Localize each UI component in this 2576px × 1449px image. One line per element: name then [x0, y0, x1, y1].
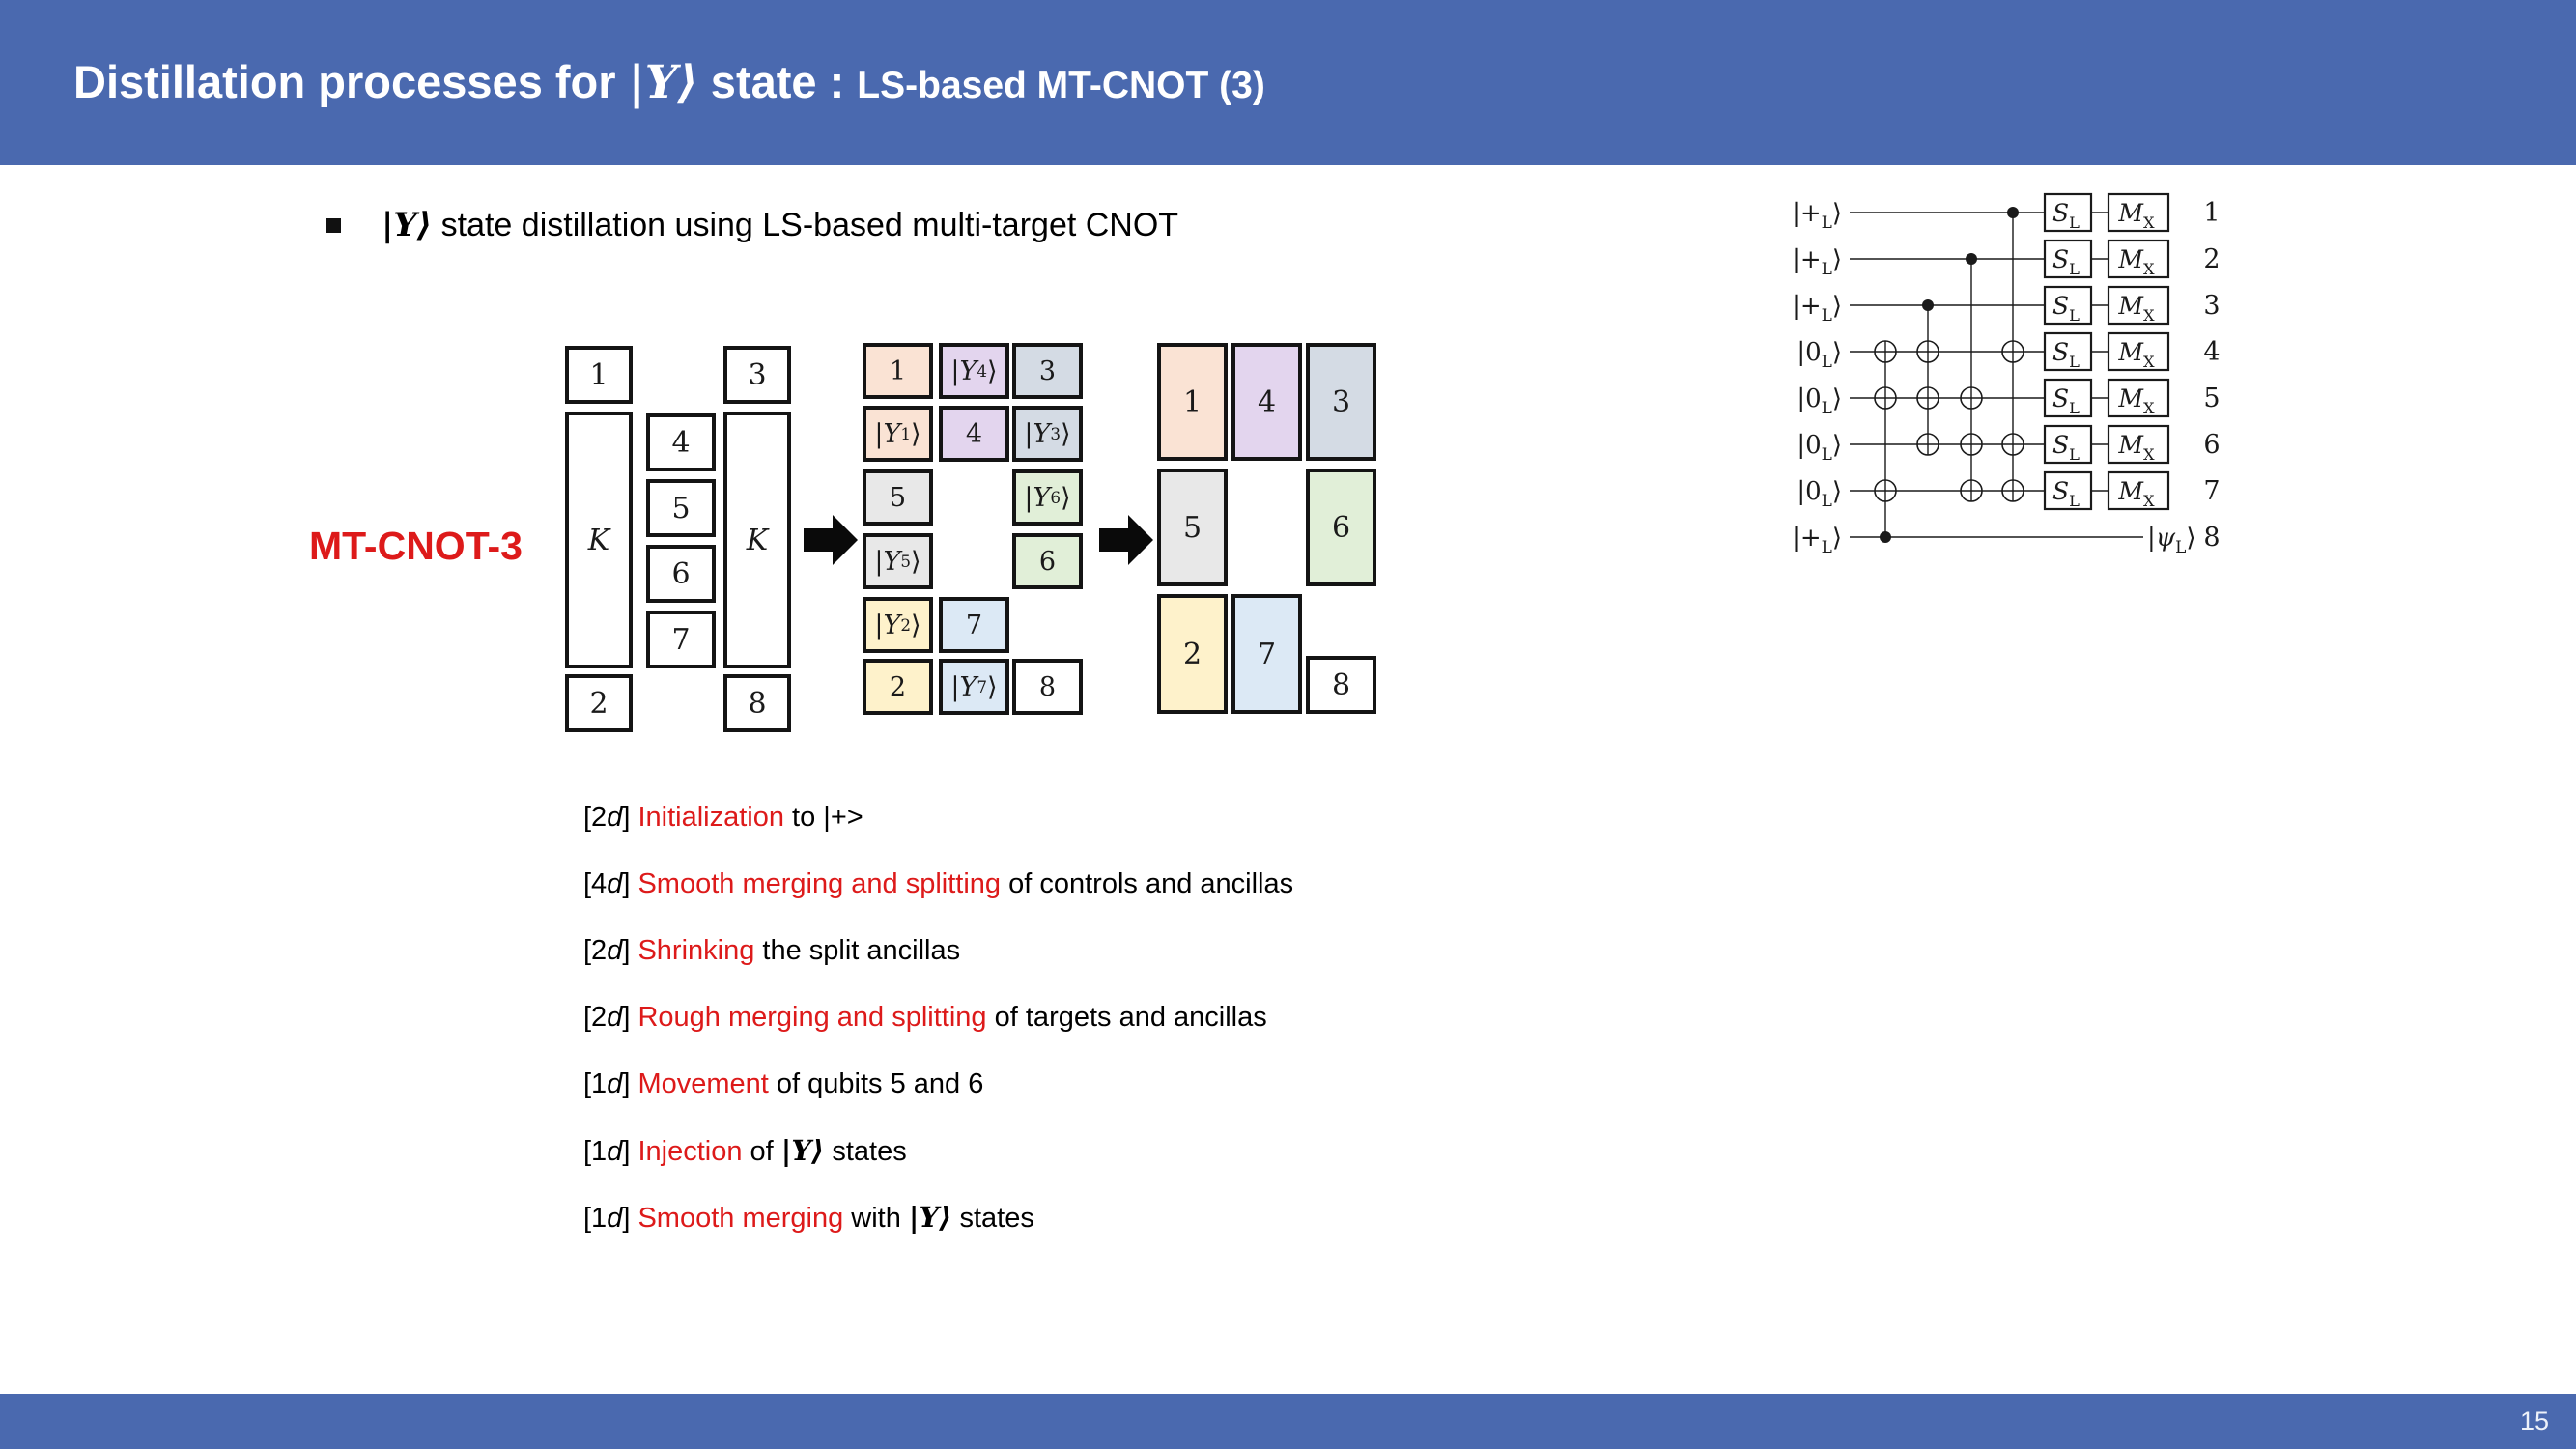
lattice-cell: | Y 7 ⟩ [939, 659, 1009, 715]
lattice-cell: 6 [646, 545, 716, 603]
svg-text:MX: $M_X$ [2118, 431, 2155, 464]
svg-text:SL: $S_L$ [2052, 431, 2080, 464]
lattice-cell: 1 [863, 343, 933, 399]
lattice-cell: 8 [723, 674, 791, 732]
lattice-cell: | Y 1 ⟩ [863, 406, 933, 462]
lattice-cell: | Y 3 ⟩ [1012, 406, 1083, 462]
title-subtitle: LS-based MT-CNOT (3) [857, 65, 1265, 107]
lattice-cell: 7 [646, 611, 716, 668]
lattice-cell: 8 [1306, 656, 1376, 714]
bullet-text [382, 206, 1178, 244]
svg-text:8: 8 [2203, 523, 2221, 553]
svg-text:SL: $S_L$ [2052, 477, 2080, 510]
svg-text:|0L⟩: $|0_L⟩$ [1797, 384, 1842, 417]
svg-text:MX: $M_X$ [2118, 477, 2155, 510]
title-main: Distillation processes for [73, 56, 629, 108]
page-number: 15 [2519, 1406, 2549, 1435]
bullet-ket: |Y⟩ [382, 206, 433, 244]
lattice-cell: 4 [646, 413, 716, 471]
mt-cnot-label: MT-CNOT-3 [309, 524, 523, 568]
lattice-middle [863, 343, 1084, 716]
lattice-cell: 5 [863, 469, 933, 526]
svg-text:MX: $M_X$ [2118, 199, 2155, 232]
bullet-square-icon [326, 218, 341, 233]
title-after: state : [697, 56, 858, 108]
svg-text:7: 7 [2203, 476, 2221, 506]
lattice-cell: 4 [1231, 343, 1302, 461]
lattice-cell: | Y 2 ⟩ [863, 597, 933, 653]
title-bar [0, 0, 2576, 165]
lattice-cell: 5 [1157, 469, 1228, 586]
svg-text:|+L⟩: $|+_L⟩$ [1792, 524, 1842, 556]
svg-text:SL: $S_L$ [2052, 338, 2080, 371]
lattice-cell: 8 [1012, 659, 1083, 715]
svg-text:4: 4 [2203, 337, 2221, 367]
lattice-cell: 5 [646, 479, 716, 537]
lattice-cell: 3 [1306, 343, 1376, 461]
bullet-line [326, 206, 1178, 244]
quantum-circuit [1782, 185, 2323, 572]
lattice-cell: 3 [1012, 343, 1083, 399]
lattice-cell: K [723, 412, 791, 668]
svg-text:|0L⟩: $|0_L⟩$ [1797, 431, 1842, 464]
svg-text:5: 5 [2203, 384, 2221, 413]
svg-text:2: 2 [2203, 244, 2221, 274]
svg-text:SL: $S_L$ [2052, 292, 2080, 325]
lattice-cell: | Y 6 ⟩ [1012, 469, 1083, 526]
lattice-cell: 2 [863, 659, 933, 715]
title-ket: |Y⟩ [628, 56, 698, 110]
svg-text:|0L⟩: $|0_L⟩$ [1797, 338, 1842, 371]
lattice-cell: 2 [1157, 594, 1228, 714]
step-item: [1d] Movement of qubits 5 and 6 [583, 1068, 984, 1099]
arrow-right-icon [1099, 513, 1153, 567]
step-item: [2d] Initialization to |+> [583, 802, 863, 833]
lattice-cell: | Y 4 ⟩ [939, 343, 1009, 399]
lattice-cell: 7 [1231, 594, 1302, 714]
lattice-cell: 6 [1306, 469, 1376, 586]
lattice-cell: 3 [723, 346, 791, 404]
svg-text:|ψL⟩: $|\psi_L⟩$ [2147, 524, 2196, 556]
svg-text:|+L⟩: $|+_L⟩$ [1792, 292, 1842, 325]
svg-text:MX: $M_X$ [2118, 245, 2155, 278]
svg-text:SL: $S_L$ [2052, 384, 2080, 417]
lattice-cell: 2 [565, 674, 633, 732]
svg-text:SL: $S_L$ [2052, 199, 2080, 232]
lattice-after [1157, 343, 1376, 714]
svg-text:MX: $M_X$ [2118, 338, 2155, 371]
lattice-cell: K [565, 412, 633, 668]
svg-text:|+L⟩: $|+_L⟩$ [1792, 199, 1842, 232]
svg-text:SL: $S_L$ [2052, 245, 2080, 278]
lattice-cell: 7 [939, 597, 1009, 653]
arrow-right-icon [804, 513, 858, 567]
lattice-cell: 1 [565, 346, 633, 404]
svg-text:MX: $M_X$ [2118, 292, 2155, 325]
svg-text:|+L⟩: $|+_L⟩$ [1792, 245, 1842, 278]
svg-text:1: 1 [2203, 198, 2221, 228]
step-item: [1d] Injection of |Y⟩ states [583, 1134, 907, 1167]
bullet-text-rest: state distillation using LS-based multi-target CNOT [432, 207, 1179, 243]
steps-list [583, 784, 1293, 1251]
lattice-before [565, 346, 793, 734]
lattice-cell: 6 [1012, 533, 1083, 589]
svg-text:MX: $M_X$ [2118, 384, 2155, 417]
footer-bar [0, 1394, 2576, 1449]
step-item: [1d] Smooth merging with |Y⟩ states [583, 1201, 1034, 1234]
page-title [73, 57, 1265, 108]
step-item: [2d] Rough merging and splitting of targets and ancillas [583, 1002, 1267, 1033]
svg-text:6: 6 [2203, 430, 2221, 460]
lattice-cell: | Y 5 ⟩ [863, 533, 933, 589]
lattice-cell: 4 [939, 406, 1009, 462]
svg-text:3: 3 [2203, 291, 2221, 321]
svg-text:|0L⟩: $|0_L⟩$ [1797, 477, 1842, 510]
step-item: [4d] Smooth merging and splitting of controls and ancillas [583, 868, 1294, 899]
step-item: [2d] Shrinking the split ancillas [583, 935, 961, 966]
lattice-cell: 1 [1157, 343, 1228, 461]
